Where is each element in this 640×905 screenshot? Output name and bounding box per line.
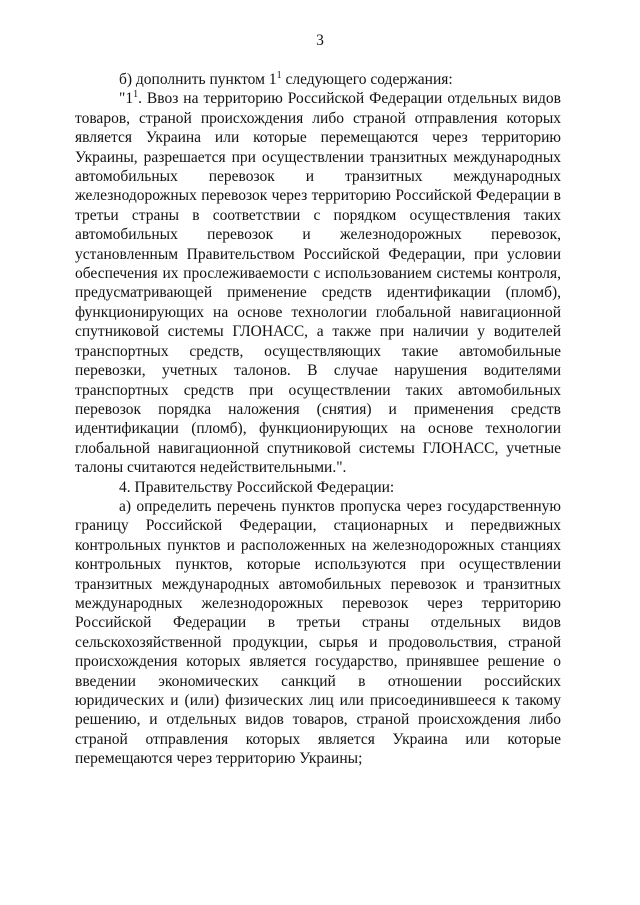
superscript: 1 xyxy=(276,69,282,81)
paragraph-item-4a: а) определить перечень пунктов пропуска через государственную границу Российской Федерации, стационарных и передвижных контрольных пунктов и расположенных на железнодорожных станциях контрольных пунктов, которые используются при осуществлении транзитных международных автомобильных перевозок и транзитных международных железнодорожных перевозок через территорию Российской Федерации в третьи страны отдельных видов сельскохозяйственной продукции, сырья и продовольствия, страной происхождения которых является государство, принявшее решение о введении экономических санкций в отношении российских юридических и (или) физических лиц или присоединившееся к такому решению, и отдельных видов товаров, страной происхождения либо страной отправления которых является Украина или которые перемещаются через территорию Украины; xyxy=(75,497,561,768)
paragraph-amendment-intro xyxy=(75,70,561,89)
clause-prefix: "1 xyxy=(119,90,134,108)
paragraph-text: следующего содержания: xyxy=(281,71,453,88)
paragraph-item-4: 4. Правительству Российской Федерации: xyxy=(119,478,395,496)
page-number: 3 xyxy=(316,32,324,49)
document-body xyxy=(75,70,561,769)
paragraph-text: . Ввоз на территорию Российской Федерации отдельных видов товаров, страной происхождения либо страной отправления которых является Украина или которые перемещаются через территорию Украины, разрешается при осуществлении транзитных международных автомобильных перевозок и транзитных международных железнодорожных перевозок через территорию Российской Федерации в третьи страны в соответствии с порядком осуществления таких автомобильных перевозок и железнодорожных перевозок, установленным Правительством Российской Федерации, при условии обеспечения их прослеживаемости с использованием системы контроля, предусматривающей применение средств идентификации (пломб), функционирующих на основе технологии глобальной навигационной спутниковой системы ГЛОНАСС, а также при наличии у водителей транспортных средств, осуществляющих такие автомобильные перевозки, учетных талонов. В случае нарушения водителями транспортных средств при осуществлении таких автомобильных перевозок порядка наложения (снятия) и применения средств идентификации (пломб), функционирующих на основе технологии глобальной навигационной спутниковой системы ГЛОНАСС, учетные талоны считаются недействительными.". xyxy=(75,90,561,477)
superscript: 1 xyxy=(133,89,139,101)
paragraph-clause-1-1 xyxy=(75,89,561,477)
paragraph-text: б) дополнить пунктом 1 xyxy=(119,71,277,88)
